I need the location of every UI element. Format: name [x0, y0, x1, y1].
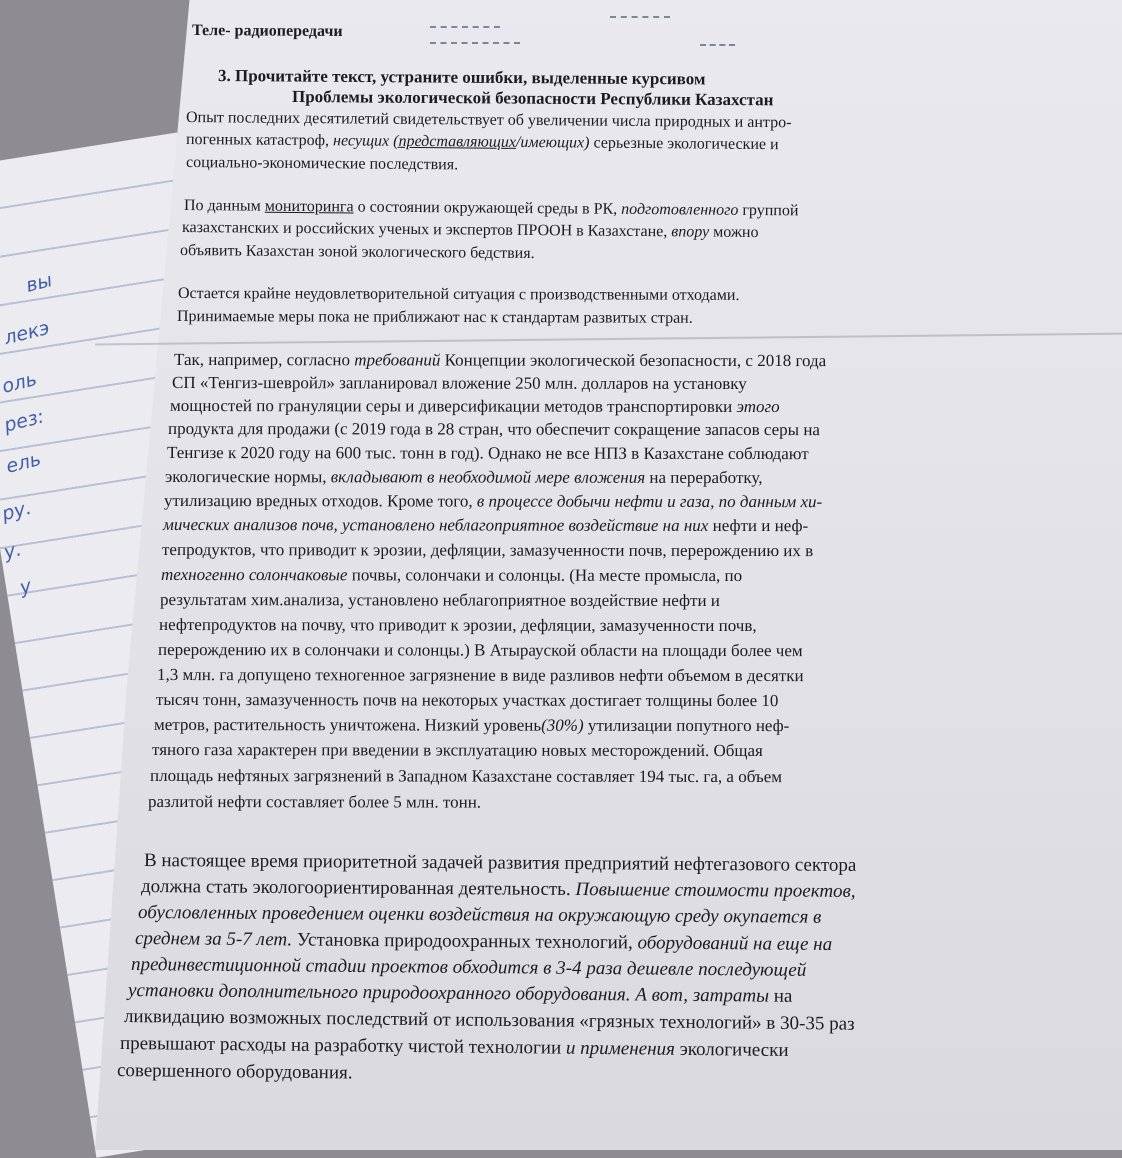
text-segment: перерождению их в солончаки и солонцы.) В Атырауской области на площади более чем: [157, 640, 803, 661]
text-segment: Концепции экологической безопасности, с 2018 года: [440, 350, 827, 371]
text-line: [186, 154, 458, 174]
text-segment: подготовленного: [621, 200, 739, 219]
text-segment: нефтепродуктов на почву, что приводит к эрозии, дефляции, замазученности почв,: [158, 615, 757, 636]
text-segment: прединвестиционной стадии проектов обходится в 3-4 раза дешевле последующей: [130, 954, 807, 981]
text-segment: 1,3 млн. га допущено техногенное загрязнение в виде разливов нефти объемом в десятки: [156, 665, 804, 686]
text-segment: вкладывают в необходимой мере вложения: [330, 467, 646, 487]
text-segment: обусловленных проведением оценки воздействия на окружающую среду окупается в: [137, 902, 822, 928]
document-title: Проблемы экологической безопасности Республики Казахстан: [291, 87, 774, 110]
handwritten-note: рез:: [1, 405, 47, 437]
text-line: [141, 876, 856, 903]
handwritten-note: оль: [0, 368, 40, 398]
text-segment: на: [768, 985, 793, 1007]
text-segment: В настоящее время приоритетной задачей развития предприятий нефтегазового сектора: [143, 850, 857, 876]
text-segment: экологически: [674, 1038, 789, 1062]
text-line: [186, 109, 792, 132]
text-segment: Остается крайне неудовлетворительной ситуация с производственными отходами.: [177, 285, 740, 304]
text-line: [150, 766, 782, 787]
text-segment: объявить Казахстан зоной экологического бедствия.: [179, 242, 535, 263]
text-segment: утилизацию вредных отходов. Кроме того,: [163, 491, 477, 511]
text-line: [160, 590, 720, 611]
text-segment: нефти и неф-: [708, 515, 809, 536]
text-segment: оборудований на еще на: [637, 932, 833, 956]
text-line: [158, 640, 803, 661]
text-segment: По данным: [183, 197, 265, 215]
handwritten-note: вы: [23, 269, 55, 297]
handwritten-note: ель: [3, 448, 44, 478]
text-line: [164, 491, 822, 512]
text-line: [177, 308, 693, 328]
text-segment: Тенгизе к 2020 году на 600 тыс. тонн в год). Однако не все НПЗ в Казахстане соблюдают: [166, 443, 809, 464]
text-segment: почвы, солончаки и солонцы. (На месте промысла, по: [347, 565, 743, 586]
text-segment: (представляющих: [393, 132, 517, 151]
text-segment: затраты: [692, 984, 770, 1007]
text-line: [165, 467, 763, 488]
text-line: [117, 1060, 353, 1084]
text-line: [120, 1033, 789, 1062]
text-line: [170, 396, 780, 417]
text-segment: метров, растительность уничтожена. Низкий уровень: [153, 715, 542, 735]
text-segment: на переработку,: [645, 467, 763, 488]
text-segment: впору: [671, 223, 710, 241]
text-line: [156, 690, 778, 711]
text-segment: несущих: [332, 132, 390, 150]
text-segment: совершенного оборудования.: [116, 1060, 353, 1084]
text-line: [152, 740, 763, 761]
text-line: [180, 242, 535, 263]
text-line: [135, 928, 832, 956]
text-segment: серьезные экологические и: [589, 134, 779, 154]
text-segment: Принимаемые меры пока не приближают нас к стандартам развитых стран.: [176, 308, 693, 327]
text-segment: тысяч тонн, замазученность почв на некоторых участках достигает толщины более 10: [155, 690, 779, 711]
text-segment: мощностей по грануляции серы и диверсификации методов транспортировки: [169, 396, 737, 416]
task-title: 3. Прочитайте текст, устраните ошибки, выделенные курсивом: [217, 66, 706, 89]
text-segment: установки дополнительного природоохранного оборудования. А вот,: [127, 980, 689, 1006]
text-segment: и применения: [565, 1037, 676, 1060]
text-segment: должна стать экологоориентированная деятельность.: [140, 876, 576, 901]
text-segment: социально-экономические последствия.: [185, 154, 459, 174]
text-line: [124, 1006, 855, 1036]
text-line: [131, 954, 806, 982]
text-segment: мониторинга: [264, 197, 354, 216]
handwritten-note: у: [17, 574, 34, 600]
text-segment: ликвидацию возможных последствий от использования «грязных технологий» в 30-35 раз: [123, 1006, 855, 1035]
text-segment: утилизации попутного неф-: [583, 715, 790, 736]
text-segment: требований: [354, 350, 441, 370]
text-segment: Установка природоохранных технологий,: [292, 929, 638, 954]
text-segment: Так, например, согласно: [173, 350, 355, 370]
text-segment: превышают расходы на разработку чистой технологии: [119, 1033, 567, 1059]
text-segment: мических анализов почв, установлено неблагоприятное воздействие на них: [162, 515, 709, 535]
text-line: [138, 902, 821, 929]
text-segment: группой: [738, 201, 799, 220]
text-line: [172, 373, 747, 394]
text-line: [144, 850, 857, 877]
text-segment: в процессе добычи нефти и газа, по данным хи-: [476, 491, 823, 512]
text-segment: тепродуктов, что приводит к эрозии, дефляции, замазученности почв, перерождению их в: [161, 540, 814, 561]
text-segment: можно: [709, 223, 759, 242]
text-line: [163, 515, 808, 536]
text-line: [182, 219, 759, 242]
text-line: [162, 540, 813, 561]
handwritten-note: ру.: [0, 496, 34, 526]
text-line: [174, 350, 826, 371]
text-line: [154, 715, 789, 736]
text-segment: Повышение стоимости проектов,: [575, 879, 856, 902]
header-label: Теле- радиопередачи: [191, 22, 343, 41]
text-segment: СП «Тенгиз-шевройл» запланировал вложение 250 млн. долларов на установку: [171, 373, 747, 394]
text-line: [157, 665, 804, 686]
text-segment: площадь нефтяных загрязнений в Западном Казахстане составляет 194 тыс. га, а объем: [149, 766, 783, 787]
handwritten-note: у.: [1, 538, 24, 564]
text-line: [184, 197, 799, 220]
text-line: [167, 443, 809, 464]
text-line: [128, 980, 793, 1008]
text-segment: этого: [736, 396, 780, 417]
text-line: [159, 615, 757, 636]
text-line: [168, 419, 820, 440]
text-segment: погенных катастроф,: [185, 131, 334, 150]
text-segment: результатам хим.анализа, установлено неблагоприятное воздействие нефти и: [159, 590, 720, 610]
text-segment: Опыт последних десятилетий свидетельствует об увеличении числа природных и антро-: [185, 109, 792, 132]
text-segment: разлитой нефти составляет более 5 млн. тонн.: [147, 792, 482, 812]
text-line: [178, 285, 740, 305]
text-segment: о состоянии окружающей среды в РК,: [353, 198, 622, 218]
text-segment: среднем за 5-7 лет.: [134, 928, 293, 951]
text-segment: техногенно солончаковые: [160, 565, 348, 585]
text-segment: /имеющих): [515, 133, 590, 152]
text-segment: казахстанских и российских ученых и экспертов ПРООН в Казахстане,: [181, 219, 672, 241]
text-segment: продукта для продажи (с 2019 года в 28 стран, что обеспечит сокращение запасов серы на: [167, 419, 820, 440]
text-segment: тяного газа характерен при введении в эксплуатацию новых месторождений. Общая: [151, 740, 763, 761]
text-line: [186, 131, 779, 154]
text-line: [148, 792, 481, 813]
text-segment: (30%): [541, 715, 584, 735]
text-segment: экологические нормы,: [164, 467, 331, 487]
text-line: [161, 565, 742, 586]
handwritten-note: лекэ: [2, 316, 52, 350]
